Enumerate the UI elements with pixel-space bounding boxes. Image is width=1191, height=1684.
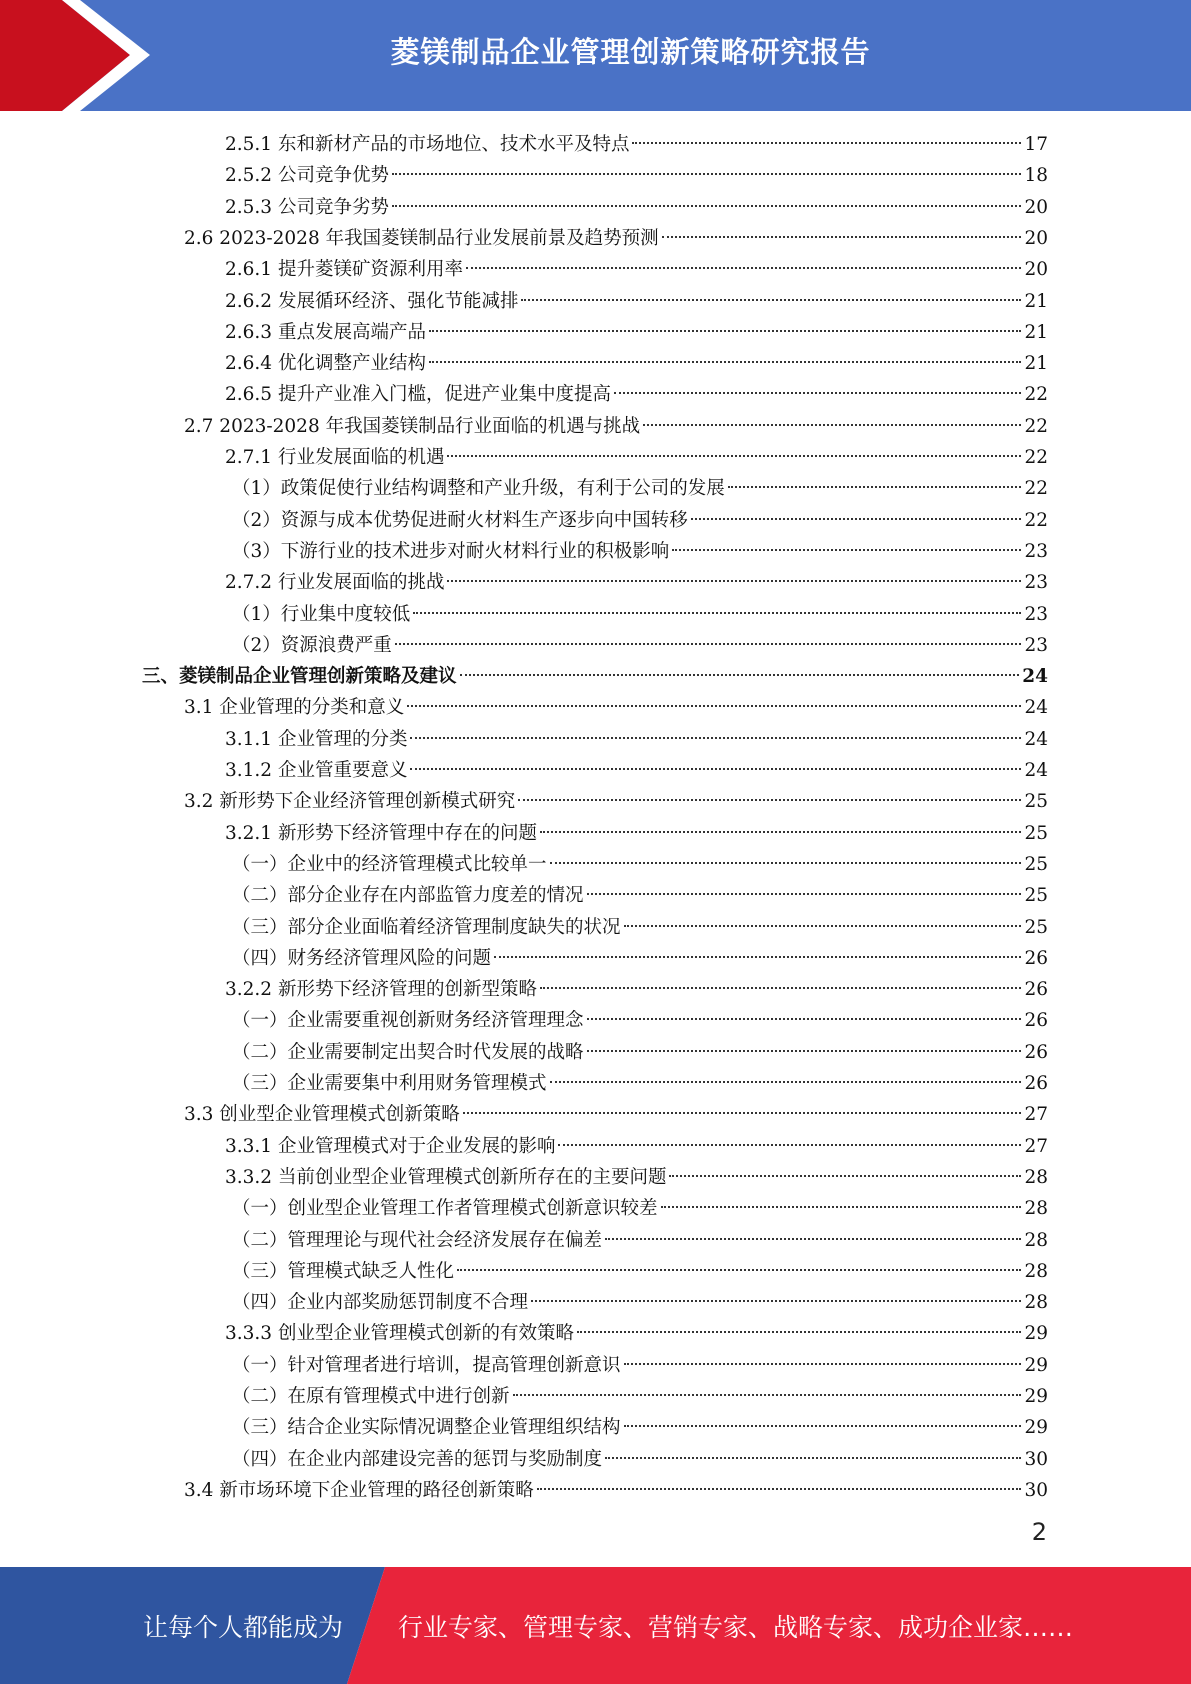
toc-entry-page: 25 <box>1024 853 1048 875</box>
toc-entry-label: （三）部分企业面临着经济管理制度缺失的状况 <box>232 916 621 938</box>
toc-entry-label: （二）部分企业存在内部监管力度差的情况 <box>232 885 584 907</box>
toc-entry-page: 25 <box>1024 822 1048 844</box>
toc-entry-label: （1）政策促使行业结构调整和产业升级，有利于公司的发展 <box>232 478 725 500</box>
toc-dot-leader <box>605 1238 1021 1240</box>
toc-dot-leader <box>540 831 1021 833</box>
toc-entry-page: 24 <box>1022 666 1048 688</box>
toc-entry-label: 2.6.1 提升菱镁矿资源利用率 <box>225 259 463 281</box>
toc-dot-leader <box>392 205 1021 207</box>
toc-entry-page: 29 <box>1024 1417 1048 1439</box>
toc-dot-leader <box>691 518 1022 520</box>
page-title: 菱镁制品企业管理创新策略研究报告 <box>390 34 871 69</box>
toc-entry[interactable] <box>225 1162 1048 1193</box>
toc-entry-page: 22 <box>1024 478 1048 500</box>
toc-entry-label: （一）针对管理者进行培训，提高管理创新意识 <box>232 1354 621 1376</box>
toc-entry-label: 2.6 2023-2028 年我国菱镁制品行业发展前景及趋势预测 <box>184 227 659 249</box>
toc-entry[interactable] <box>225 818 1048 849</box>
toc-dot-leader <box>577 1331 1021 1333</box>
toc-dot-leader <box>429 330 1021 332</box>
toc-entry[interactable] <box>232 912 1048 943</box>
toc-entry-label: 3.1.2 企业管重要意义 <box>225 760 408 781</box>
page-number: 2 <box>1031 1518 1047 1546</box>
toc-entry-label: （三）管理模式缺乏人性化 <box>232 1260 455 1282</box>
toc-dot-leader <box>728 486 1022 488</box>
toc-entry-page: 25 <box>1024 885 1048 907</box>
toc-entry-page: 22 <box>1024 415 1048 437</box>
toc-dot-leader <box>521 299 1021 301</box>
toc-entry-label: 3.1 企业管理的分类和意义 <box>184 697 405 719</box>
toc-entry-page: 29 <box>1024 1323 1048 1345</box>
toc-entry-label: 3.3.2 当前创业型企业管理模式创新所存在的主要问题 <box>225 1166 667 1188</box>
toc-entry[interactable] <box>232 1068 1048 1099</box>
toc-entry-label: （3）下游行业的技术进步对耐火材料行业的积极影响 <box>232 540 670 562</box>
toc-entry-label: （一）企业需要重视创新财务经济管理理念 <box>232 1010 584 1032</box>
toc-entry[interactable] <box>184 692 1048 723</box>
toc-entry-page: 23 <box>1024 540 1048 562</box>
toc-entry[interactable] <box>232 1193 1048 1224</box>
toc-entry-page: 20 <box>1024 227 1048 249</box>
toc-entry-page: 29 <box>1024 1386 1048 1407</box>
toc-entry-label: 2.5.2 公司竞争优势 <box>225 165 389 187</box>
toc-dot-leader <box>587 1050 1022 1052</box>
toc-entry-label: 2.6.5 提升产业准入门槛，促进产业集中度提高 <box>225 384 611 406</box>
toc-entry-page: 29 <box>1024 1354 1048 1376</box>
toc-dot-leader <box>669 1175 1021 1177</box>
toc-dot-leader <box>624 1425 1022 1427</box>
toc-entry-page: 28 <box>1024 1292 1048 1314</box>
toc-entry-page: 18 <box>1024 165 1048 187</box>
toc-entry-page: 24 <box>1024 728 1048 750</box>
toc-dot-leader <box>531 1300 1021 1302</box>
toc-dot-leader <box>550 1081 1022 1083</box>
toc-entry-label: （四）企业内部奖励惩罚制度不合理 <box>232 1292 529 1314</box>
toc-entry[interactable] <box>232 1287 1048 1318</box>
toc-dot-leader <box>587 1018 1022 1020</box>
toc-entry-label: 3.3 创业型企业管理模式创新策略 <box>184 1104 460 1126</box>
toc-entry[interactable] <box>232 1256 1048 1287</box>
toc-entry[interactable] <box>232 943 1048 974</box>
toc-entry-label: （三）结合企业实际情况调整企业管理组织结构 <box>232 1417 621 1439</box>
toc-entry-page: 26 <box>1024 1010 1048 1032</box>
toc-dot-leader <box>413 612 1021 614</box>
toc-entry[interactable] <box>225 1318 1048 1349</box>
toc-entry[interactable] <box>184 411 1048 442</box>
toc-dot-leader <box>466 267 1021 269</box>
toc-entry[interactable] <box>225 1131 1048 1162</box>
toc-dot-leader <box>392 173 1021 175</box>
toc-entry-page: 26 <box>1024 979 1048 1001</box>
toc-dot-leader <box>614 392 1021 394</box>
toc-entry-label: 3.2.1 新形势下经济管理中存在的问题 <box>225 822 537 844</box>
toc-entry-label: 2.7 2023-2028 年我国菱镁制品行业面临的机遇与挑战 <box>184 415 641 437</box>
toc-entry-label: 2.5.1 东和新材产品的市场地位、技术水平及特点 <box>225 134 630 155</box>
toc-entry[interactable] <box>225 567 1048 598</box>
toc-entry-page: 25 <box>1024 916 1048 938</box>
footer-tagline: 行业专家、管理专家、营销专家、战略专家、成功企业家…… <box>398 1612 1074 1642</box>
toc-entry-label: （二）企业需要制定出契合时代发展的战略 <box>232 1041 584 1063</box>
toc-entry[interactable] <box>232 505 1048 536</box>
toc-entry-page: 26 <box>1024 947 1048 969</box>
toc-dot-leader <box>518 799 1021 801</box>
toc-dot-leader <box>513 1394 1022 1396</box>
toc-entry-page: 22 <box>1024 509 1048 531</box>
toc-entry[interactable] <box>184 1099 1048 1130</box>
toc-dot-leader <box>410 768 1021 770</box>
toc-entry-label: 2.6.2 发展循环经济、强化节能减排 <box>225 290 519 312</box>
toc-entry[interactable] <box>225 974 1048 1005</box>
toc-entry-label: 3.1.1 企业管理的分类 <box>225 728 408 750</box>
toc-entry-label: 3.4 新市场环境下企业管理的路径创新策略 <box>184 1479 534 1501</box>
toc-entry[interactable] <box>225 129 1048 160</box>
toc-entry-page: 25 <box>1024 791 1048 813</box>
toc-entry[interactable] <box>232 599 1048 630</box>
toc-entry[interactable] <box>184 223 1048 254</box>
toc-entry-page: 28 <box>1024 1229 1048 1251</box>
toc-entry-label: 3.2 新形势下企业经济管理创新模式研究 <box>184 791 516 813</box>
toc-entry[interactable] <box>232 1005 1048 1036</box>
toc-entry-label: （2）资源浪费严重 <box>232 634 392 656</box>
toc-entry-label: （1）行业集中度较低 <box>232 603 411 625</box>
toc-entry-page: 26 <box>1024 1073 1048 1094</box>
toc-entry-label: （四）在企业内部建设完善的惩罚与奖励制度 <box>232 1448 603 1470</box>
toc-dot-leader <box>662 236 1022 238</box>
toc-dot-leader <box>624 1363 1022 1365</box>
toc-entry[interactable] <box>225 160 1048 191</box>
toc-entry[interactable] <box>225 348 1048 379</box>
toc-dot-leader <box>447 580 1021 582</box>
toc-entry-page: 27 <box>1024 1104 1048 1126</box>
toc-dot-leader <box>457 1269 1021 1271</box>
toc-entry-label: 2.7.1 行业发展面临的机遇 <box>225 447 445 468</box>
toc-entry-label: 2.6.4 优化调整产业结构 <box>225 353 426 375</box>
toc-entry-page: 23 <box>1024 634 1048 656</box>
toc-entry[interactable] <box>232 1037 1048 1068</box>
toc-entry-label: （二）在原有管理模式中进行创新 <box>232 1386 510 1407</box>
toc-dot-leader <box>661 1206 1022 1208</box>
toc-entry-page: 17 <box>1024 134 1048 155</box>
toc-entry-page: 20 <box>1024 196 1048 218</box>
toc-entry[interactable] <box>142 661 1048 692</box>
toc-entry-page: 23 <box>1024 572 1048 594</box>
toc-entry-page: 30 <box>1024 1479 1048 1501</box>
toc-entry-label: （一）创业型企业管理工作者管理模式创新意识较差 <box>232 1198 658 1220</box>
toc-dot-leader <box>395 643 1022 645</box>
footer-band <box>0 1567 1191 1684</box>
toc-entry-page: 28 <box>1024 1198 1048 1220</box>
toc-entry-page: 24 <box>1024 697 1048 719</box>
footer-slogan: 让每个人都能成为 <box>143 1612 344 1642</box>
toc-entry[interactable] <box>232 536 1048 567</box>
toc-entry-label: （2）资源与成本优势促进耐火材料生产逐步向中国转移 <box>232 509 688 531</box>
toc-entry-page: 28 <box>1024 1260 1048 1282</box>
toc-entry-page: 20 <box>1024 259 1048 281</box>
toc-entry-label: （二）管理理论与现代社会经济发展存在偏差 <box>232 1229 603 1251</box>
toc-dot-leader <box>407 705 1021 707</box>
toc-entry-label: 2.6.3 重点发展高端产品 <box>225 321 426 343</box>
toc-dot-leader <box>624 925 1022 927</box>
toc-entry[interactable] <box>232 1381 1048 1412</box>
toc-entry-label: 2.7.2 行业发展面临的挑战 <box>225 572 445 594</box>
toc-dot-leader <box>643 424 1021 426</box>
toc-dot-leader <box>429 361 1021 363</box>
toc-entry[interactable] <box>225 192 1048 223</box>
toc-entry-label: （四）财务经济管理风险的问题 <box>232 947 492 969</box>
toc-dot-leader <box>672 549 1021 551</box>
toc-dot-leader <box>550 862 1022 864</box>
toc-entry-label: 3.3.3 创业型企业管理模式创新的有效策略 <box>225 1323 574 1345</box>
toc-entry-page: 26 <box>1024 1041 1048 1063</box>
toc-entry-label: 三、菱镁制品企业管理创新策略及建议 <box>142 666 457 688</box>
toc-entry-label: （三）企业需要集中利用财务管理模式 <box>232 1073 547 1094</box>
toc-dot-leader <box>460 674 1020 676</box>
toc-entry-page: 27 <box>1024 1135 1048 1157</box>
header-band <box>0 0 1191 111</box>
toc-entry-label: 2.5.3 公司竞争劣势 <box>225 196 389 218</box>
toc-entry[interactable] <box>232 849 1048 880</box>
toc-entry[interactable] <box>184 786 1048 817</box>
toc-entry-page: 23 <box>1024 603 1048 625</box>
toc-entry[interactable] <box>232 473 1048 504</box>
toc-entry-page: 22 <box>1024 384 1048 406</box>
toc-dot-leader <box>537 1488 1022 1490</box>
toc-entry[interactable] <box>184 1475 1048 1506</box>
toc-entry-page: 24 <box>1024 760 1048 781</box>
toc-entry[interactable] <box>232 1444 1048 1475</box>
toc-entry-page: 21 <box>1024 321 1048 343</box>
toc-entry[interactable] <box>225 755 1048 786</box>
toc-dot-leader <box>447 455 1021 457</box>
toc-dot-leader <box>494 956 1021 958</box>
toc-entry-label: 3.3.1 企业管理模式对于企业发展的影响 <box>225 1135 556 1157</box>
toc-dot-leader <box>558 1144 1021 1146</box>
toc-entry[interactable] <box>232 630 1048 661</box>
toc-entry[interactable] <box>232 1350 1048 1381</box>
toc-entry-page: 22 <box>1024 447 1048 468</box>
toc-entry[interactable] <box>225 286 1048 317</box>
toc-entry[interactable] <box>225 254 1048 285</box>
toc-entry[interactable] <box>225 442 1048 473</box>
toc-entry[interactable] <box>225 724 1048 755</box>
toc-entry[interactable] <box>232 1412 1048 1443</box>
toc-entry-label: （一）企业中的经济管理模式比较单一 <box>232 853 547 875</box>
toc-entry-page: 28 <box>1024 1166 1048 1188</box>
toc-entry-label: 3.2.2 新形势下经济管理的创新型策略 <box>225 979 537 1001</box>
toc-entry[interactable] <box>232 1225 1048 1256</box>
toc-entry[interactable] <box>225 379 1048 410</box>
toc-dot-leader <box>540 987 1021 989</box>
toc-dot-leader <box>587 893 1022 895</box>
toc-dot-leader <box>410 737 1021 739</box>
toc-dot-leader <box>632 142 1021 144</box>
toc-entry-page: 30 <box>1024 1448 1048 1470</box>
toc-entry[interactable] <box>225 317 1048 348</box>
toc-entry[interactable] <box>232 880 1048 911</box>
toc-entry-page: 21 <box>1024 353 1048 375</box>
toc-entry-page: 21 <box>1024 290 1048 312</box>
toc-dot-leader <box>605 1457 1021 1459</box>
toc-dot-leader <box>463 1112 1022 1114</box>
